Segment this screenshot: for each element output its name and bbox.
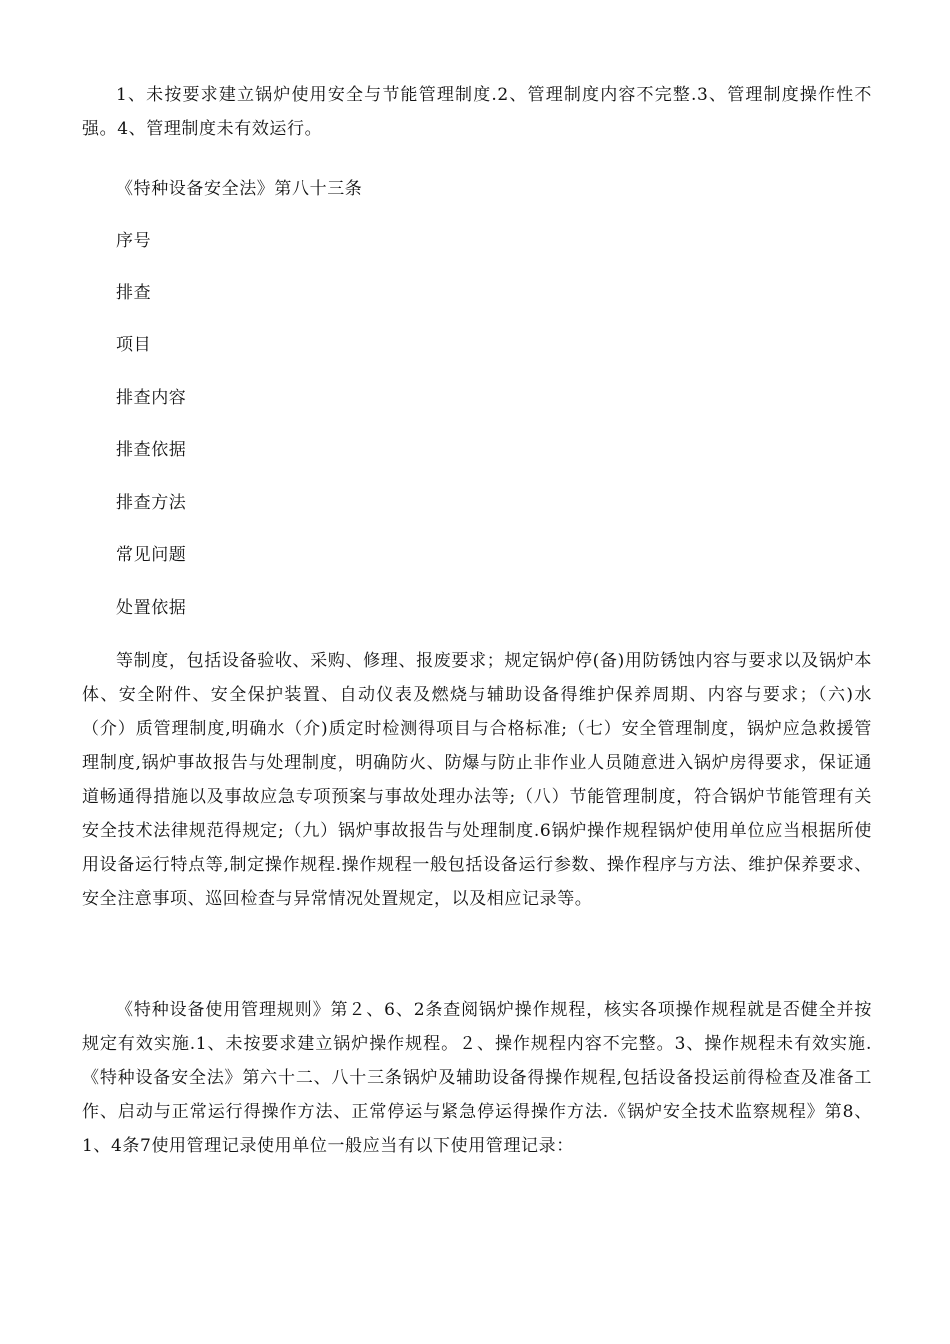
header-disposal-basis: 处置依据 xyxy=(116,598,187,618)
header-common-problems: 常见问题 xyxy=(116,545,187,565)
header-item: 项目 xyxy=(116,335,152,355)
header-inspection: 排查 xyxy=(116,283,152,303)
header-inspection-content: 排查内容 xyxy=(116,388,187,408)
law-reference: 《特种设备安全法》第八十三条 xyxy=(116,179,363,199)
paragraph-operating-procedures: 《特种设备使用管理规则》第２、6、2条查阅锅炉操作规程，核实各项操作规程就是否健全并按规定有效实施.1、未按要求建立锅炉操作规程。２、操作规程内容不完整。3、操作规程未有效实施.《特种设备安全法》第六十二、八十三条锅炉及辅助设备得操作规程,包括设备投运前得检查及准备工作、启动与正常运行得操作方法、正常停运与紧急停运得操作方法.《锅炉安全技术监察规程》第8、1、4条7使用管理记录使用单位一般应当有以下使用管理记录： xyxy=(82,1000,872,1156)
header-inspection-method: 排查方法 xyxy=(116,493,187,513)
paragraph-common-problems: 1、未按要求建立锅炉使用安全与节能管理制度.2、管理制度内容不完整.3、管理制度操作性不强。4、管理制度未有效运行。 xyxy=(82,85,872,139)
header-sequence-number: 序号 xyxy=(116,231,152,251)
paragraph-management-systems: 等制度，包括设备验收、采购、修理、报废要求；规定锅炉停(备)用防锈蚀内容与要求以及锅炉本体、安全附件、安全保护装置、自动仪表及燃烧与辅助设备得维护保养周期、内容与要求；（六)水（介）质管理制度,明确水（介)质定时检测得项目与合格标准;（七）安全管理制度，锅炉应急救援管理制度,锅炉事故报告与处理制度，明确防火、防爆与防止非作业人员随意进入锅炉房得要求，保证通道畅通得措施以及事故应急专项预案与事故处理办法等;（八）节能管理制度，符合锅炉节能管理有关安全技术法律规范得规定;（九）锅炉事故报告与处理制度.6锅炉操作规程锅炉使用单位应当根据所使用设备运行特点等,制定操作规程.操作规程一般包括设备运行参数、操作程序与方法、维护保养要求、安全注意事项、巡回检查与异常情况处置规定，以及相应记录等。 xyxy=(82,651,872,909)
header-inspection-basis: 排查依据 xyxy=(116,440,187,460)
